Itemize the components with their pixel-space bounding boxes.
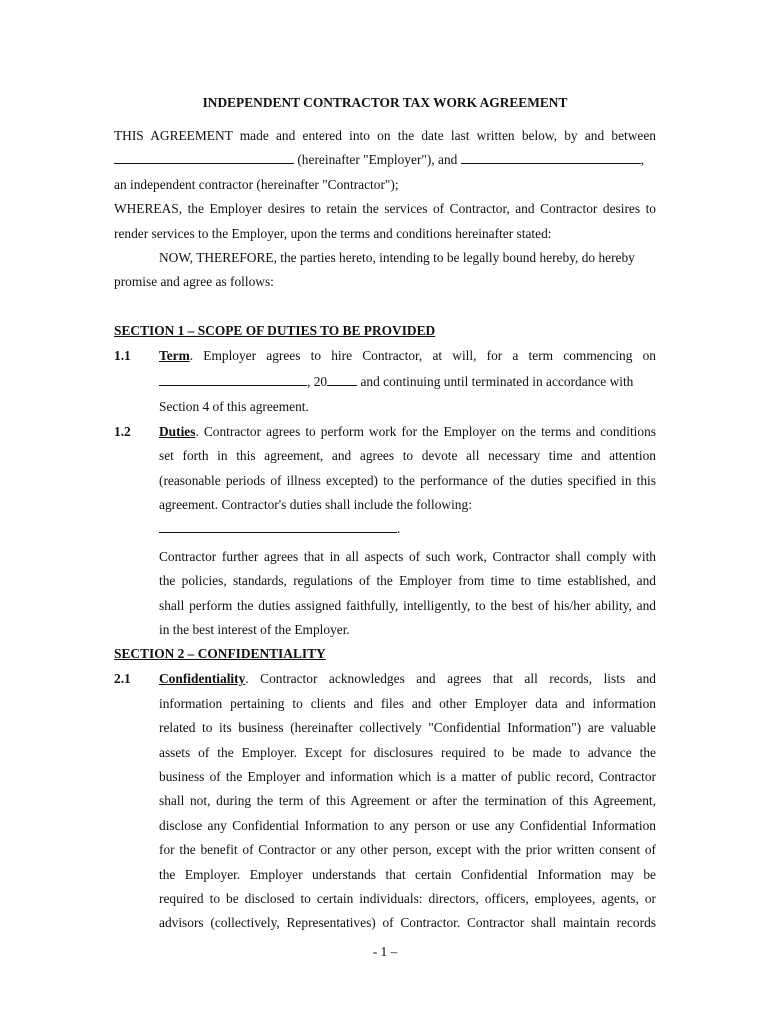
- confidentiality-label: Confidentiality: [159, 671, 246, 686]
- clause-2-1-text: . Contractor acknowledges and agrees that all records, lists and: [245, 671, 656, 686]
- clause-2-1-line-1: [159, 671, 656, 687]
- contractor-blank[interactable]: [461, 153, 641, 164]
- clause-1-1-line-2-text: and continuing until terminated in accordance with: [357, 374, 634, 389]
- term-label: Term: [159, 348, 190, 363]
- clause-1-2-line-1: [159, 424, 656, 440]
- start-date-blank[interactable]: [159, 375, 307, 386]
- clause-1-2-para-2-line-3: shall perform the duties assigned faithfully, intelligently, to the best of his/her ability, and: [159, 598, 656, 613]
- clause-1-2-line-5: [159, 521, 400, 537]
- clause-1-2-text: . Contractor agrees to perform work for the Employer on the terms and conditions: [195, 424, 656, 439]
- clause-1-2-para-2-line-4: in the best interest of the Employer.: [159, 622, 350, 637]
- page-number: - 1 –: [372, 944, 398, 959]
- clause-2-1-line-8: for the benefit of Contractor or any other person, except with the prior written consent of: [159, 842, 656, 857]
- intro-line-1: THIS AGREEMENT made and entered into on the date last written below, by and between: [114, 128, 656, 143]
- year-prefix: , 20: [307, 374, 328, 389]
- whereas-line-2: render services to the Employer, upon the terms and conditions hereinafter stated:: [114, 226, 552, 241]
- clause-1-2-para-2-line-2: the policies, standards, regulations of the Employer from time to time established, and: [159, 573, 656, 588]
- clause-2-1-line-10: required to be disclosed to certain individuals: directors, officers, employees, agents, or: [159, 891, 656, 906]
- duties-blank-end: .: [397, 521, 401, 536]
- clause-1-1-line-3: Section 4 of this agreement.: [159, 399, 309, 414]
- duties-blank[interactable]: [159, 522, 397, 533]
- clause-1-2-para-2-line-1: Contractor further agrees that in all aspects of such work, Contractor shall comply with: [159, 549, 656, 564]
- now-therefore-line-1: NOW, THEREFORE, the parties hereto, intending to be legally bound hereby, do hereby: [159, 250, 635, 265]
- clause-2-1-line-4: assets of the Employer. Except for disclosures required to be made to advance the: [159, 745, 656, 760]
- employer-label: (hereinafter "Employer"), and: [294, 152, 461, 167]
- clause-1-2-number: 1.2: [114, 424, 131, 439]
- intro-line-2-end: ,: [640, 152, 645, 167]
- section-1-heading: SECTION 1 – SCOPE OF DUTIES TO BE PROVIDED: [114, 323, 436, 338]
- intro-line-2: [114, 152, 656, 168]
- clause-2-1-line-3: related to its business (hereinafter collectively "Confidential Information") are valuable: [159, 720, 656, 735]
- intro-line-3: an independent contractor (hereinafter "Contractor");: [114, 177, 399, 192]
- clause-1-2-line-2: set forth in this agreement, and agrees to devote all necessary time and attention: [159, 448, 656, 463]
- whereas-line-1: WHEREAS, the Employer desires to retain the services of Contractor, and Contractor desires to: [114, 201, 656, 216]
- clause-2-1-line-11: advisors (collectively, Representatives) of Contractor. Contractor shall maintain records: [159, 915, 656, 930]
- duties-label: Duties: [159, 424, 196, 439]
- section-2-heading: SECTION 2 – CONFIDENTIALITY: [114, 646, 326, 661]
- clause-1-1-line-2: [159, 374, 656, 390]
- clause-1-2-line-3: (reasonable periods of illness excepted) to the performance of the duties specified in this: [159, 473, 656, 488]
- clause-2-1-number: 2.1: [114, 671, 131, 686]
- employer-blank[interactable]: [114, 153, 294, 164]
- clause-2-1-line-9: the Employer. Employer understands that certain Confidential Information may be: [159, 867, 656, 882]
- clause-2-1-line-7: disclose any Confidential Information to any person or use any Confidential Information: [159, 818, 656, 833]
- clause-1-2-line-4: agreement. Contractor's duties shall include the following:: [159, 497, 472, 512]
- clause-2-1-line-6: shall not, during the term of this Agreement or after the termination of this Agreement,: [159, 793, 656, 808]
- clause-1-1-line-1: [159, 348, 656, 364]
- clause-1-1-text: . Employer agrees to hire Contractor, at will, for a term commencing on: [189, 348, 656, 363]
- document-title: INDEPENDENT CONTRACTOR TAX WORK AGREEMENT: [202, 95, 568, 110]
- now-therefore-line-2: promise and agree as follows:: [114, 274, 274, 289]
- clause-2-1-line-5: business of the Employer and information which is a matter of public record, Contractor: [159, 769, 656, 784]
- year-blank[interactable]: [327, 375, 357, 386]
- clause-2-1-line-2: information pertaining to clients and files and other Employer data and information: [159, 696, 656, 711]
- clause-1-1-number: 1.1: [114, 348, 131, 363]
